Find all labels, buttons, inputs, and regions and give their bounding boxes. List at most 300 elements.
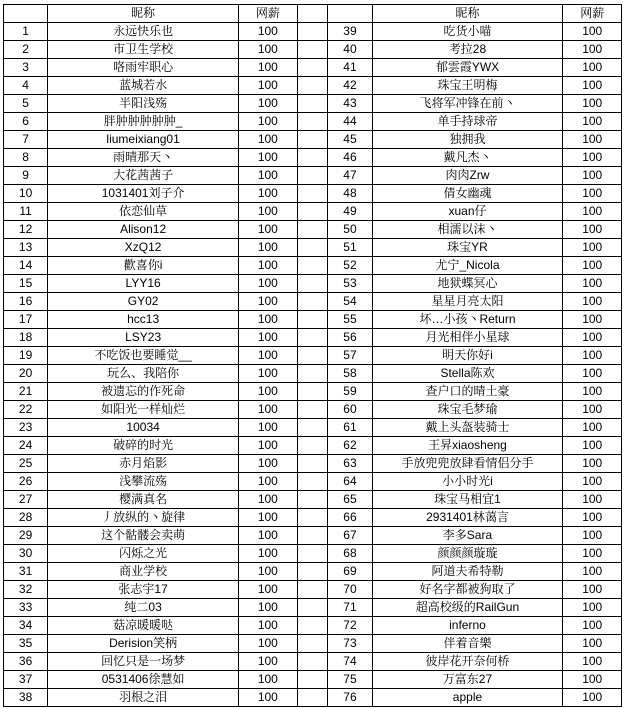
row-nickname-left-text: 张志宇17: [118, 582, 168, 596]
row-nickname-right: [372, 311, 563, 329]
row-nickname-left-text: 闪烁之光: [119, 546, 168, 560]
row-nickname-left-text: 菇凉暖暖哒: [113, 618, 174, 632]
column-gap: [297, 221, 328, 239]
row-nickname-left: [48, 185, 239, 203]
row-nickname-left-text: hcc13: [127, 312, 160, 326]
table-row: [4, 329, 622, 347]
row-nickname-right: [372, 635, 563, 653]
row-index-left: 5: [4, 95, 48, 113]
row-nickname-right: [372, 257, 563, 275]
row-nickname-left: [48, 347, 239, 365]
row-index-right: 61: [328, 419, 372, 437]
row-nickname-right-text: 彼岸花开奈何桥: [425, 654, 510, 668]
row-pay-left: 100: [239, 41, 298, 59]
row-pay-right: 100: [563, 203, 622, 221]
row-pay-right: 100: [563, 311, 622, 329]
row-pay-right: 100: [563, 131, 622, 149]
row-pay-left: 100: [239, 275, 298, 293]
table-row: [4, 365, 622, 383]
row-nickname-right-text: inferno: [449, 618, 486, 632]
row-nickname-left: [48, 77, 239, 95]
row-nickname-right-text: 单手持球帝: [437, 114, 498, 128]
row-index-left: 38: [4, 689, 48, 707]
column-gap: [297, 347, 328, 365]
header-pay-right: 网薪: [563, 5, 622, 23]
column-gap: [297, 41, 328, 59]
row-pay-left: 100: [239, 293, 298, 311]
row-nickname-left-text: GY02: [127, 294, 159, 308]
row-index-left: 8: [4, 149, 48, 167]
column-gap: [297, 293, 328, 311]
column-gap: [297, 473, 328, 491]
row-nickname-left: [48, 473, 239, 491]
row-nickname-left-text: LSY23: [125, 330, 162, 344]
row-nickname-left: [48, 563, 239, 581]
row-nickname-right-text: 星星月亮太阳: [431, 294, 504, 308]
row-index-left: 18: [4, 329, 48, 347]
row-pay-right: 100: [563, 383, 622, 401]
row-index-right: 58: [328, 365, 372, 383]
row-index-right: 73: [328, 635, 372, 653]
row-pay-left: 100: [239, 167, 298, 185]
row-nickname-left-text: 浅攀流殇: [119, 474, 168, 488]
table-row: [4, 203, 622, 221]
row-nickname-left: [48, 131, 239, 149]
row-nickname-left-text: 被遗忘的作死命: [101, 384, 186, 398]
row-nickname-left: [48, 617, 239, 635]
row-pay-right: 100: [563, 419, 622, 437]
row-nickname-right-text: 查户口的晴土豪: [425, 384, 510, 398]
row-pay-left: 100: [239, 77, 298, 95]
row-index-left: 6: [4, 113, 48, 131]
row-pay-left: 100: [239, 491, 298, 509]
header-nickname-right: [372, 5, 563, 23]
row-index-left: 9: [4, 167, 48, 185]
row-nickname-right: [372, 617, 563, 635]
row-pay-left: 100: [239, 221, 298, 239]
column-gap: [297, 671, 328, 689]
row-nickname-right: [372, 131, 563, 149]
row-pay-left: 100: [239, 689, 298, 707]
row-pay-right: 100: [563, 437, 622, 455]
row-index-left: 26: [4, 473, 48, 491]
row-nickname-right: [372, 653, 563, 671]
row-nickname-right-text: 2931401林蔼言: [426, 510, 509, 524]
row-index-left: 21: [4, 383, 48, 401]
row-index-right: 55: [328, 311, 372, 329]
header-index-left: [4, 5, 48, 23]
row-nickname-right-text: 相濡以沫丶: [437, 222, 498, 236]
row-index-left: 24: [4, 437, 48, 455]
row-index-left: 15: [4, 275, 48, 293]
row-index-right: 63: [328, 455, 372, 473]
row-pay-right: 100: [563, 41, 622, 59]
row-pay-right: 100: [563, 329, 622, 347]
row-index-right: 59: [328, 383, 372, 401]
row-pay-right: 100: [563, 545, 622, 563]
row-nickname-right-text: 珠宝王明梅: [437, 78, 498, 92]
row-nickname-right: [372, 437, 563, 455]
row-index-right: 67: [328, 527, 372, 545]
row-pay-left: 100: [239, 671, 298, 689]
row-nickname-right-text: 李多Sara: [442, 528, 493, 542]
row-nickname-left-text: 羽根之泪: [119, 690, 168, 704]
row-nickname-right-text: 肉肉Zrw: [445, 168, 490, 182]
row-pay-right: 100: [563, 455, 622, 473]
column-gap: [297, 329, 328, 347]
row-index-left: 17: [4, 311, 48, 329]
table-row: [4, 509, 622, 527]
row-nickname-left: [48, 311, 239, 329]
row-index-right: 62: [328, 437, 372, 455]
column-gap: [297, 455, 328, 473]
row-nickname-left-text: 永远快乐也: [113, 24, 174, 38]
table-row: [4, 311, 622, 329]
row-nickname-right: [372, 689, 563, 707]
table-body: [4, 5, 622, 707]
column-gap: [297, 203, 328, 221]
row-nickname-left-text: 蓝城若水: [119, 78, 168, 92]
table-row: [4, 149, 622, 167]
row-nickname-right-text: 独拥我: [449, 132, 486, 146]
row-index-right: 52: [328, 257, 372, 275]
row-nickname-right: [372, 563, 563, 581]
column-gap: [297, 113, 328, 131]
row-pay-right: 100: [563, 239, 622, 257]
row-nickname-left: [48, 383, 239, 401]
row-pay-right: 100: [563, 113, 622, 131]
row-index-right: 51: [328, 239, 372, 257]
row-index-left: 33: [4, 599, 48, 617]
row-nickname-right-text: 尤宁_Nicola: [435, 258, 500, 272]
row-nickname-left-text: 不吃饭也要睡觉__: [94, 348, 192, 362]
row-index-right: 71: [328, 599, 372, 617]
row-index-left: 2: [4, 41, 48, 59]
row-nickname-right: [372, 599, 563, 617]
row-nickname-right: [372, 149, 563, 167]
row-nickname-right: [372, 329, 563, 347]
row-nickname-right-text: 地狱蝶冥心: [437, 276, 498, 290]
row-index-right: 46: [328, 149, 372, 167]
row-index-right: 60: [328, 401, 372, 419]
row-nickname-right: [372, 59, 563, 77]
row-nickname-left-text: 0531406徐慧如: [101, 672, 185, 686]
row-pay-right: 100: [563, 527, 622, 545]
row-nickname-left: [48, 491, 239, 509]
row-pay-right: 100: [563, 563, 622, 581]
table-row: [4, 419, 622, 437]
row-index-right: 69: [328, 563, 372, 581]
row-index-left: 12: [4, 221, 48, 239]
row-nickname-left-text: Alison12: [120, 222, 167, 236]
row-pay-left: 100: [239, 581, 298, 599]
row-nickname-right-text: 手放兜兜放肆看情侣分手: [401, 456, 534, 470]
row-index-right: 50: [328, 221, 372, 239]
row-pay-left: 100: [239, 635, 298, 653]
row-index-left: 20: [4, 365, 48, 383]
row-nickname-right-text: 倩女幽魂: [443, 186, 492, 200]
row-nickname-left-text: 纯二03: [124, 600, 162, 614]
row-pay-right: 100: [563, 95, 622, 113]
row-pay-left: 100: [239, 653, 298, 671]
row-index-right: 42: [328, 77, 372, 95]
table-row: [4, 239, 622, 257]
row-nickname-left-text: 胖肿肿肿肿肿_: [103, 114, 183, 128]
column-gap: [297, 95, 328, 113]
row-nickname-right: [372, 23, 563, 41]
row-index-left: 29: [4, 527, 48, 545]
header-pay-left: 网薪: [239, 5, 298, 23]
row-nickname-right-text: apple: [452, 690, 483, 704]
row-index-left: 34: [4, 617, 48, 635]
row-index-left: 28: [4, 509, 48, 527]
column-gap: [297, 275, 328, 293]
column-gap: [297, 545, 328, 563]
table-row: [4, 401, 622, 419]
row-nickname-left-text: 樱满真名: [119, 492, 168, 506]
row-pay-right: 100: [563, 653, 622, 671]
row-pay-left: 100: [239, 185, 298, 203]
row-index-right: 43: [328, 95, 372, 113]
row-pay-left: 100: [239, 113, 298, 131]
table-row: [4, 473, 622, 491]
row-pay-right: 100: [563, 473, 622, 491]
row-nickname-right-text: xuan仔: [448, 204, 487, 218]
row-nickname-right: [372, 455, 563, 473]
row-pay-right: 100: [563, 491, 622, 509]
row-nickname-right: [372, 113, 563, 131]
row-nickname-left-text: LYY16: [125, 276, 161, 290]
row-nickname-right-text: 珠宝马相宜1: [434, 492, 501, 506]
row-index-left: 10: [4, 185, 48, 203]
row-index-left: 16: [4, 293, 48, 311]
row-nickname-left-text: 商业学校: [119, 564, 168, 578]
row-nickname-left: [48, 23, 239, 41]
row-pay-left: 100: [239, 239, 298, 257]
row-index-right: 66: [328, 509, 372, 527]
row-nickname-left-text: 回忆只是一场梦: [101, 654, 186, 668]
row-nickname-left: [48, 635, 239, 653]
row-nickname-left: [48, 653, 239, 671]
row-pay-right: 100: [563, 671, 622, 689]
row-nickname-right-text: 万富东27: [442, 672, 493, 686]
column-gap: [297, 365, 328, 383]
row-pay-left: 100: [239, 599, 298, 617]
row-nickname-left-text: 丿放纵的丶旋律: [101, 510, 186, 524]
row-pay-right: 100: [563, 77, 622, 95]
row-nickname-left: [48, 545, 239, 563]
row-index-left: 27: [4, 491, 48, 509]
row-pay-left: 100: [239, 473, 298, 491]
row-nickname-right-text: 飞将军冲锋在前丶: [419, 96, 516, 110]
row-nickname-left: [48, 239, 239, 257]
row-index-left: 30: [4, 545, 48, 563]
row-nickname-right: [372, 77, 563, 95]
row-index-right: 53: [328, 275, 372, 293]
row-nickname-left-text: 赤月焰影: [119, 456, 168, 470]
row-index-left: 22: [4, 401, 48, 419]
row-nickname-right: [372, 185, 563, 203]
table-row: [4, 113, 622, 131]
column-gap: [297, 653, 328, 671]
row-nickname-right: [372, 167, 563, 185]
table-row: [4, 671, 622, 689]
row-index-left: 3: [4, 59, 48, 77]
row-pay-left: 100: [239, 365, 298, 383]
column-gap: [297, 257, 328, 275]
table-row: [4, 257, 622, 275]
row-nickname-right-text: 颜颜颜璇璇: [437, 546, 498, 560]
row-pay-left: 100: [239, 203, 298, 221]
row-index-right: 75: [328, 671, 372, 689]
column-gap: [297, 491, 328, 509]
row-nickname-left: [48, 167, 239, 185]
row-index-left: 23: [4, 419, 48, 437]
column-gap: [297, 311, 328, 329]
row-index-right: 74: [328, 653, 372, 671]
row-nickname-left-text: 半阳浅殇: [119, 96, 168, 110]
row-nickname-right: [372, 221, 563, 239]
row-pay-right: 100: [563, 581, 622, 599]
header-nickname-left-text: 昵称: [131, 6, 156, 20]
table-row: [4, 545, 622, 563]
row-index-right: 76: [328, 689, 372, 707]
row-nickname-left: [48, 581, 239, 599]
row-nickname-right-text: 伴着音樂: [443, 636, 492, 650]
column-gap: [297, 617, 328, 635]
row-nickname-right-text: 阿道夫希特勒: [431, 564, 504, 578]
row-nickname-right: [372, 509, 563, 527]
row-index-left: 19: [4, 347, 48, 365]
row-nickname-left: [48, 293, 239, 311]
row-pay-left: 100: [239, 455, 298, 473]
header-nickname-left: [48, 5, 239, 23]
row-nickname-left-text: 如阳光一样灿烂: [101, 402, 186, 416]
row-index-right: 48: [328, 185, 372, 203]
row-index-right: 54: [328, 293, 372, 311]
row-index-left: 11: [4, 203, 48, 221]
nickname-pay-table: [3, 4, 622, 707]
row-nickname-right-text: 好名字都被狗取了: [419, 582, 516, 596]
row-nickname-left-text: XzQ12: [124, 240, 162, 254]
row-nickname-right-text: 小小时光i: [442, 474, 493, 488]
column-gap: [297, 509, 328, 527]
row-nickname-right: [372, 401, 563, 419]
row-nickname-left: [48, 671, 239, 689]
table-row: [4, 581, 622, 599]
row-index-left: 4: [4, 77, 48, 95]
row-index-left: 36: [4, 653, 48, 671]
row-nickname-left-text: 歡喜你i: [123, 258, 163, 272]
row-nickname-right: [372, 347, 563, 365]
row-index-left: 35: [4, 635, 48, 653]
table-row: [4, 491, 622, 509]
row-nickname-left: [48, 113, 239, 131]
row-nickname-left-text: 1031401刘子介: [101, 186, 185, 200]
row-pay-left: 100: [239, 383, 298, 401]
row-nickname-left-text: 10034: [126, 420, 160, 434]
column-gap: [297, 599, 328, 617]
table-row: [4, 653, 622, 671]
table-row: [4, 617, 622, 635]
row-index-right: 72: [328, 617, 372, 635]
row-index-right: 49: [328, 203, 372, 221]
table-row: [4, 167, 622, 185]
column-gap: [297, 383, 328, 401]
table-row: [4, 527, 622, 545]
row-nickname-left: [48, 365, 239, 383]
row-nickname-right-text: 月光相伴小星球: [425, 330, 510, 344]
column-gap: [297, 635, 328, 653]
column-gap: [297, 5, 328, 23]
table-row: [4, 221, 622, 239]
row-index-right: 47: [328, 167, 372, 185]
row-pay-right: 100: [563, 293, 622, 311]
row-index-right: 65: [328, 491, 372, 509]
row-nickname-left: [48, 203, 239, 221]
table-row: [4, 689, 622, 707]
row-nickname-right: [372, 383, 563, 401]
row-index-left: 37: [4, 671, 48, 689]
row-pay-left: 100: [239, 329, 298, 347]
row-index-right: 40: [328, 41, 372, 59]
row-nickname-right-text: 戴凡杰丶: [443, 150, 492, 164]
header-index-right: [328, 5, 372, 23]
table-row: [4, 455, 622, 473]
row-pay-left: 100: [239, 149, 298, 167]
row-pay-left: 100: [239, 95, 298, 113]
row-nickname-right: [372, 203, 563, 221]
row-nickname-right: [372, 275, 563, 293]
row-nickname-right: [372, 419, 563, 437]
table-row: [4, 383, 622, 401]
row-nickname-right: [372, 527, 563, 545]
row-index-right: 41: [328, 59, 372, 77]
row-pay-right: 100: [563, 365, 622, 383]
row-nickname-right-text: 坏…小孩丶Return: [419, 312, 516, 326]
row-nickname-left-text: 雨晴那天丶: [113, 150, 174, 164]
row-nickname-right-text: 王昇xiaosheng: [428, 438, 507, 452]
row-nickname-right-text: 考拉28: [448, 42, 487, 56]
column-gap: [297, 131, 328, 149]
column-gap: [297, 239, 328, 257]
row-index-right: 68: [328, 545, 372, 563]
table-row: [4, 347, 622, 365]
row-nickname-left: [48, 509, 239, 527]
column-gap: [297, 185, 328, 203]
row-pay-right: 100: [563, 347, 622, 365]
table-row: [4, 23, 622, 41]
column-gap: [297, 419, 328, 437]
row-pay-right: 100: [563, 401, 622, 419]
row-index-right: 57: [328, 347, 372, 365]
row-nickname-left: [48, 95, 239, 113]
table-header-row: [4, 5, 622, 23]
column-gap: [297, 581, 328, 599]
row-nickname-left-text: liumeixiang01: [106, 132, 180, 146]
row-nickname-left: [48, 275, 239, 293]
row-nickname-left: [48, 41, 239, 59]
column-gap: [297, 77, 328, 95]
row-pay-right: 100: [563, 257, 622, 275]
table-row: [4, 599, 622, 617]
column-gap: [297, 23, 328, 41]
row-nickname-right: [372, 545, 563, 563]
row-nickname-left-text: 破碎的时光: [113, 438, 174, 452]
row-nickname-right-text: 珠宝毛梦瑜: [437, 402, 498, 416]
table-row: [4, 41, 622, 59]
row-pay-right: 100: [563, 167, 622, 185]
